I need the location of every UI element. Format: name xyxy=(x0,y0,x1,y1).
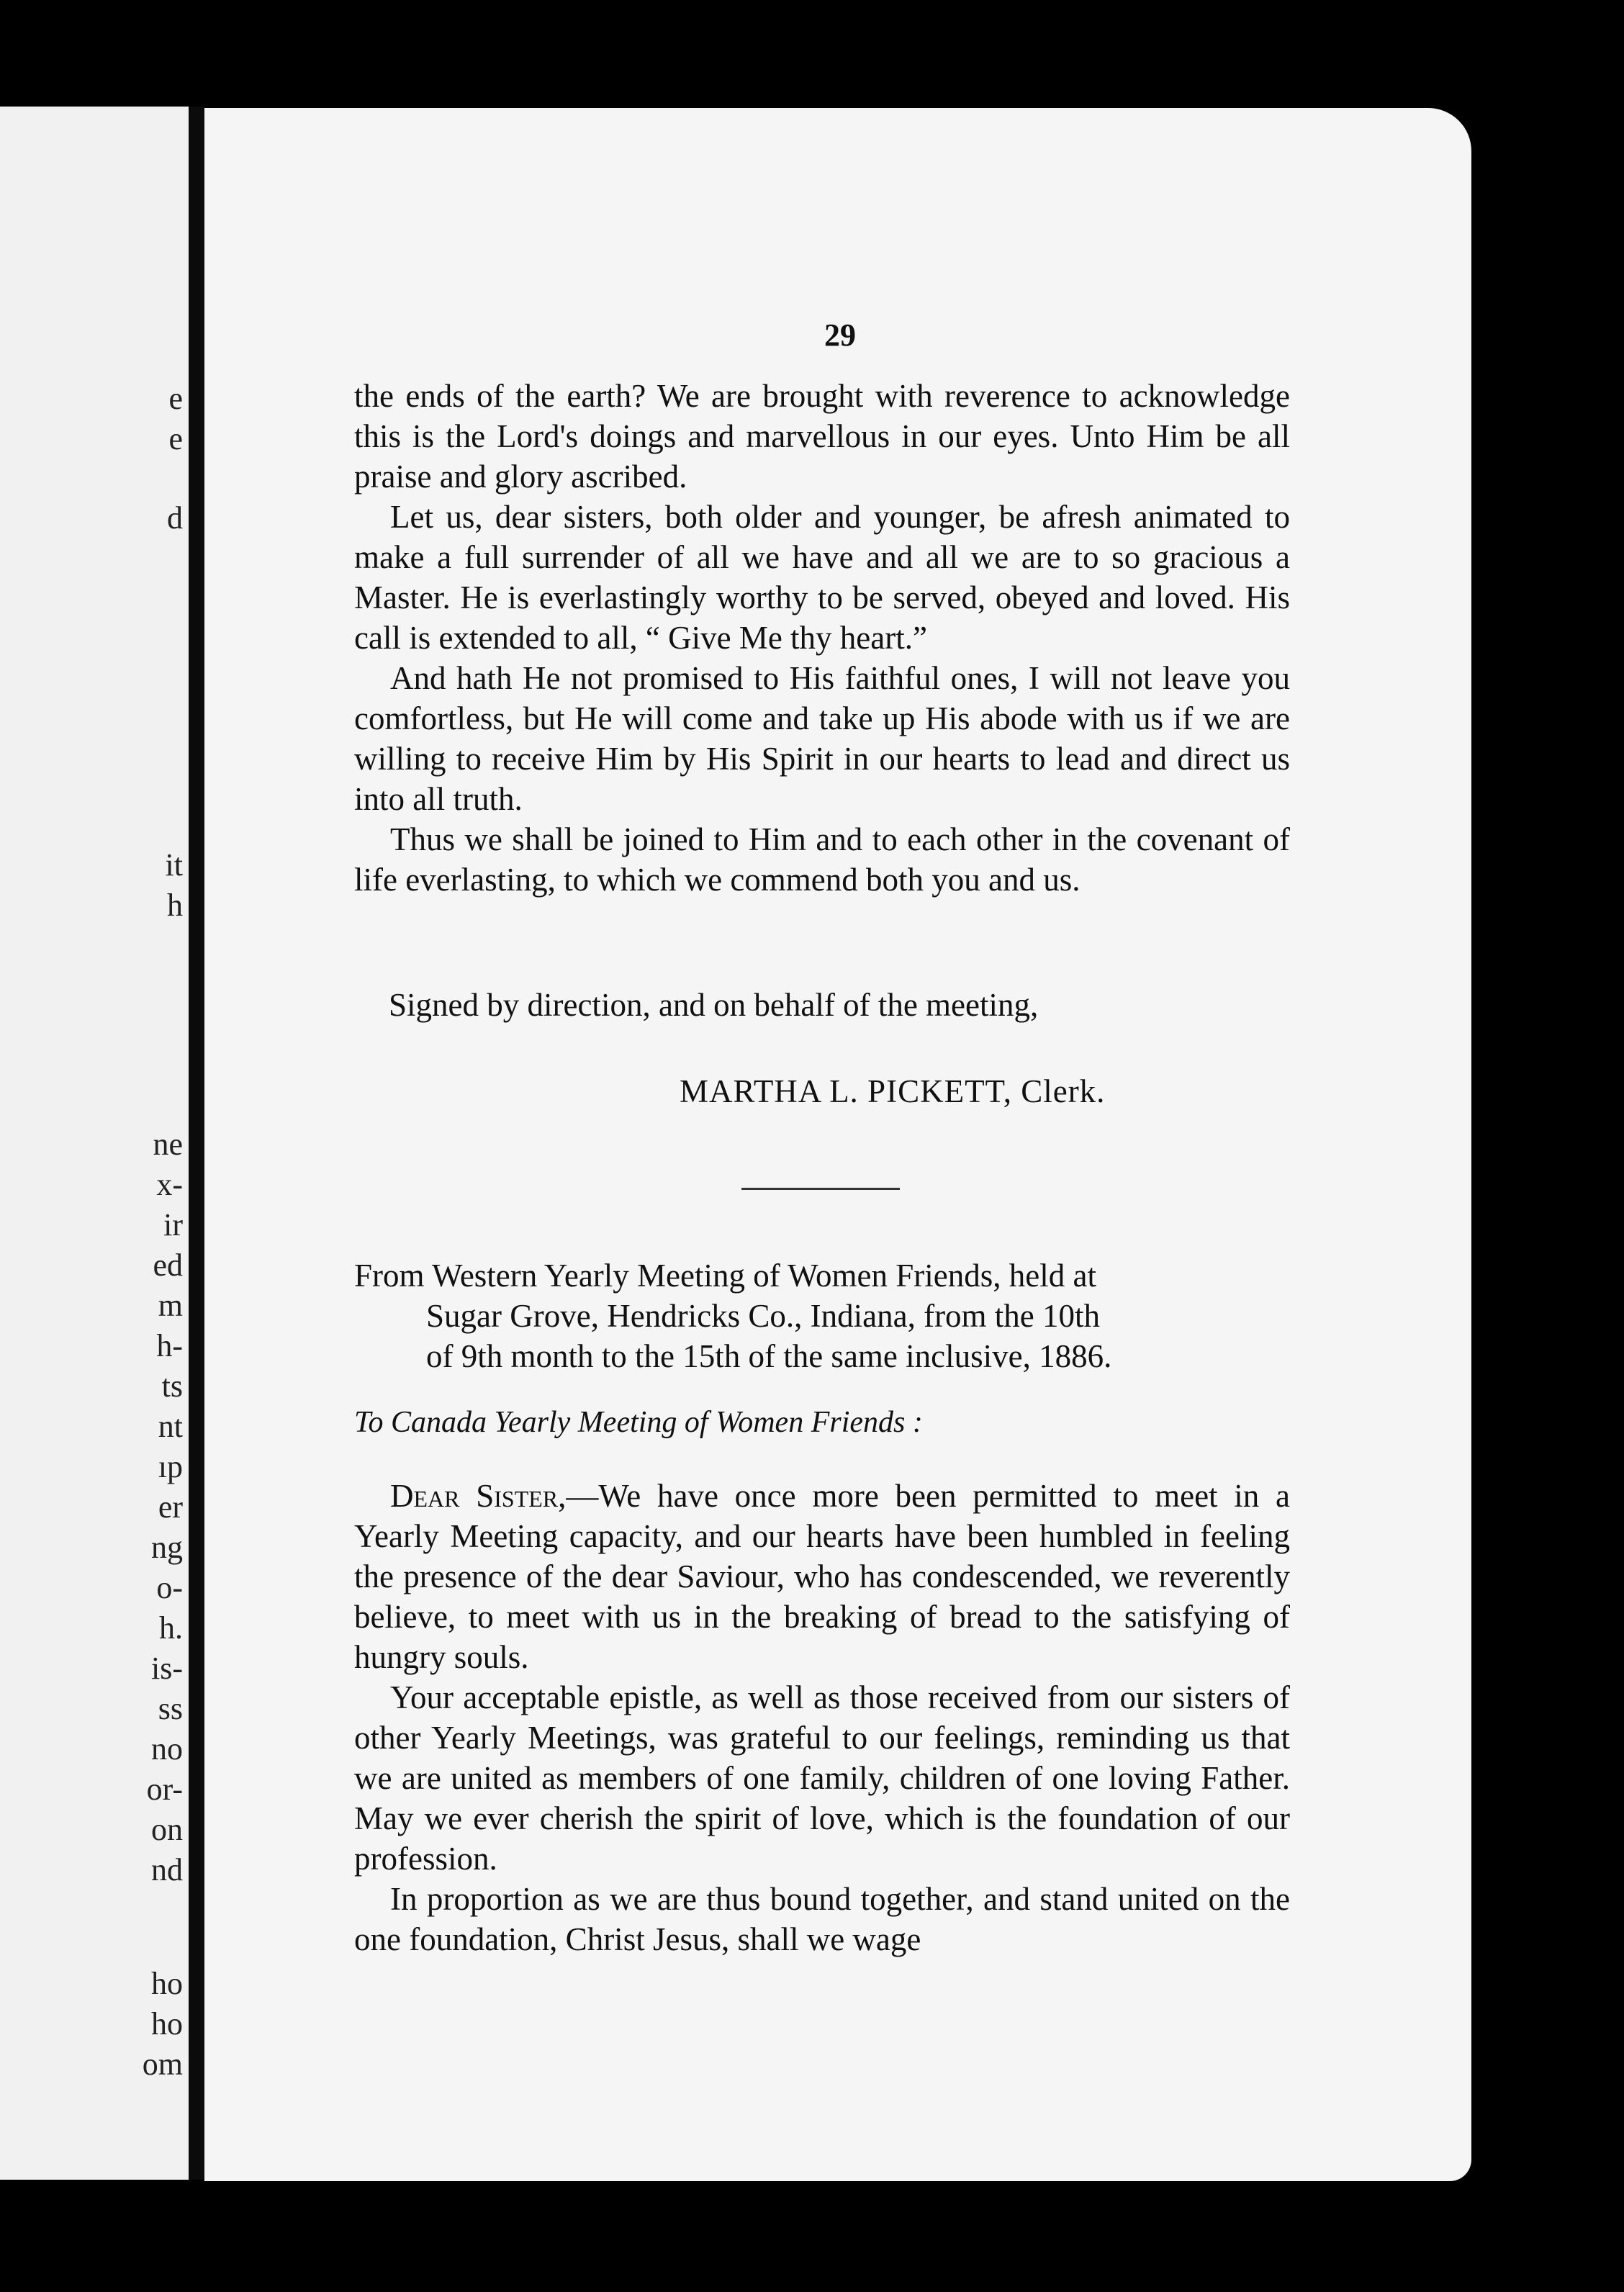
paragraph: In proportion as we are thus bound together, and stand united on the one foundation, Christ Jesus, shall we wage xyxy=(354,1881,1290,1957)
left-fragment: ng xyxy=(151,1530,183,1565)
heading-line: Sugar Grove, Hendricks Co., Indiana, from the 10th xyxy=(426,1298,1101,1334)
paragraph: the ends of the earth? We are brought with reverence to acknowledge this is the Lord's doings and marvellous in our eyes. Unto Him be all praise and glory ascribed. xyxy=(354,378,1290,495)
clerk-signature: MARTHA L. PICKETT, Clerk. xyxy=(680,1073,1106,1109)
left-fragment: no xyxy=(151,1731,183,1767)
left-fragment: d xyxy=(167,500,183,536)
left-fragment: er xyxy=(158,1489,183,1525)
left-fragment: h- xyxy=(156,1328,183,1363)
left-fragment: o- xyxy=(156,1570,183,1605)
left-fragment: m xyxy=(158,1288,183,1323)
left-fragment: or- xyxy=(146,1772,183,1807)
left-fragment: nt xyxy=(158,1409,183,1444)
paragraph xyxy=(354,1476,1290,1677)
section-divider xyxy=(741,1188,900,1190)
left-fragment: ne xyxy=(153,1127,183,1162)
left-fragment: e xyxy=(168,381,183,416)
left-fragment: e xyxy=(168,421,183,456)
left-fragment: on xyxy=(151,1812,183,1847)
left-fragment: ts xyxy=(161,1368,183,1404)
left-fragment: h. xyxy=(159,1610,183,1646)
heading-line: of 9th month to the 15th of the same inclusive, 1886. xyxy=(426,1338,1112,1374)
left-fragment: ho xyxy=(151,1966,183,2001)
left-fragment: ir xyxy=(163,1207,183,1242)
left-fragment: it xyxy=(165,847,183,883)
left-fragment: ho xyxy=(151,2006,183,2041)
left-fragment: x- xyxy=(156,1167,183,1202)
paragraph: Thus we shall be joined to Him and to each other in the covenant of life everlasting, to which we commend both you and us. xyxy=(354,821,1290,898)
heading-line: From Western Yearly Meeting of Women Friends, held at xyxy=(354,1258,1096,1294)
signed-line: Signed by direction, and on behalf of the meeting, xyxy=(389,987,1039,1023)
left-fragment: ıp xyxy=(158,1449,183,1484)
paragraph: And hath He not promised to His faithful ones, I will not leave you comfortless, but He will come and take up His abode with us if we are willing to receive Him by His Spirit in our hearts to lead and direct us into all truth. xyxy=(354,660,1290,817)
second-epistle-body xyxy=(354,1476,1290,1959)
left-page-fragment xyxy=(0,107,189,2180)
left-fragment: ed xyxy=(153,1247,183,1283)
book-gutter xyxy=(189,107,204,2180)
left-fragment: h xyxy=(167,888,183,923)
paragraph: Your acceptable epistle, as well as those received from our sisters of other Yearly Meetings, was grateful to our feelings, reminding us that we are united as members of one family, children of one loving Father. May we ever cherish the spirit of love, which is the foundation of our profession. xyxy=(354,1679,1290,1877)
paragraph-text: —We have once more been permitted to meet in a Yearly Meeting capacity, and our hearts have been humbled in feeling the presence of the dear Saviour, who has condescended, we reverently believe, to meet with us in the breaking of bread to the satisfying of hungry souls. xyxy=(354,1478,1291,1675)
first-epistle-closing xyxy=(354,376,1290,900)
page-number: 29 xyxy=(824,317,856,353)
paragraph: Let us, dear sisters, both older and younger, be afresh animated to make a full surrender of all we have and all we are to so gracious a Master. He is everlastingly worthy to be served, obeyed and loved. His call is extended to all, “ Give Me thy heart.” xyxy=(354,499,1290,656)
left-fragment: is- xyxy=(151,1651,183,1686)
salutation: Dear Sister, xyxy=(390,1478,567,1514)
epistle-heading xyxy=(354,1255,1290,1376)
left-fragment: ss xyxy=(158,1691,183,1726)
left-fragment: om xyxy=(142,2047,183,2082)
epistle-address: To Canada Yearly Meeting of Women Friends : xyxy=(354,1406,923,1439)
left-fragment: nd xyxy=(151,1852,183,1887)
